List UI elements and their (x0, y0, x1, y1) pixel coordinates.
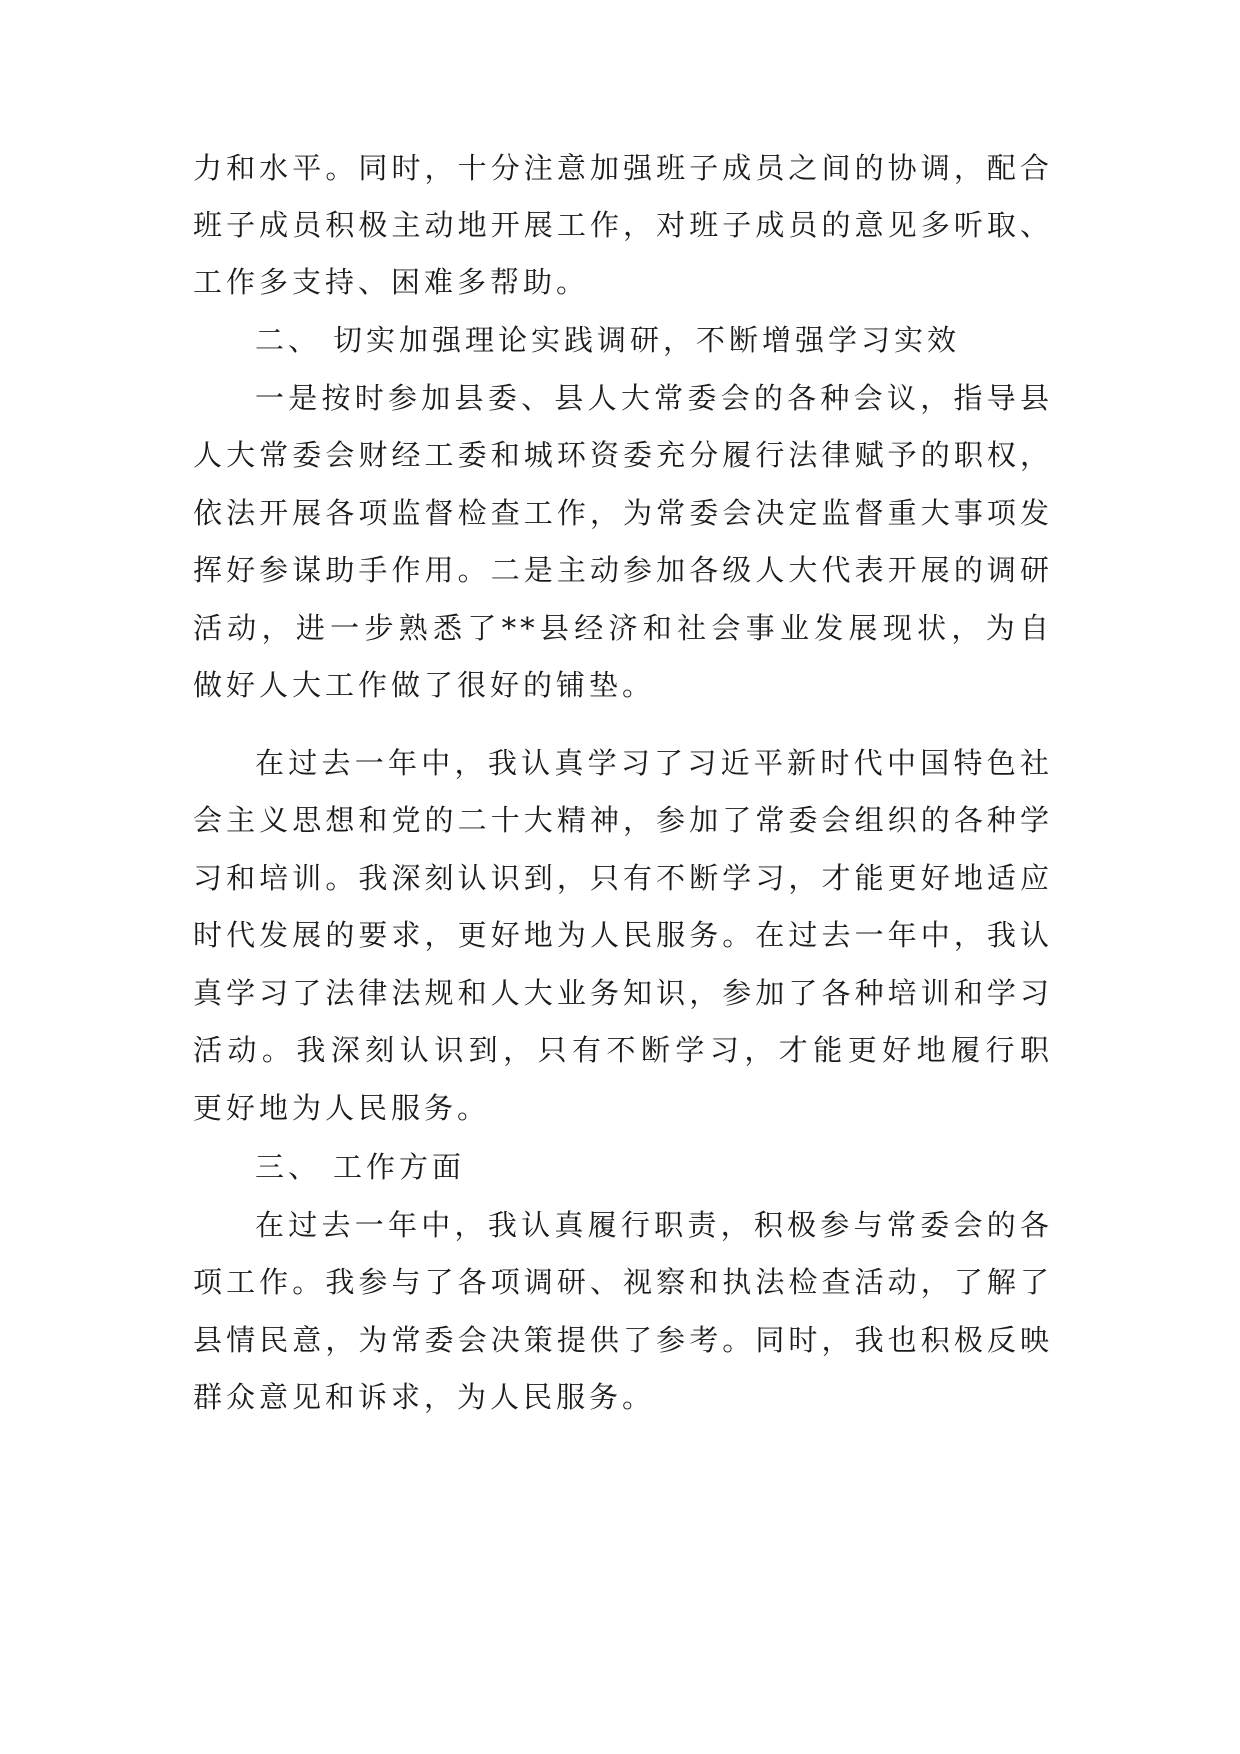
paragraph-line: 更好地为人民服务。 (193, 1091, 491, 1125)
paragraph-line: 真学习了法律法规和人大业务知识，参加了各种培训和学习 (193, 976, 1053, 1010)
heading-number: 三、 (255, 1150, 322, 1184)
paragraph-line: 习和培训。我深刻认识到，只有不断学习，才能更好地适应 (193, 861, 1053, 895)
paragraph-line: 人大常委会财经工委和城环资委充分履行法律赋予的职权， (193, 438, 1053, 472)
paragraph-line: 活动，进一步熟悉了**县经济和社会事业发展现状，为自 (193, 611, 1053, 645)
paragraph-line: 会主义思想和党的二十大精神，参加了常委会组织的各种学 (193, 803, 1053, 837)
paragraph-line: 力和水平。同时，十分注意加强班子成员之间的协调，配合 (193, 151, 1053, 185)
heading-number: 二、 (255, 323, 322, 357)
paragraph-line: 工作多支持、困难多帮助。 (193, 265, 590, 299)
paragraph-line: 一是按时参加县委、县人大常委会的各种会议，指导县 (255, 381, 1053, 415)
paragraph-line: 时代发展的要求，更好地为人民服务。在过去一年中，我认 (193, 918, 1053, 952)
paragraph-line: 挥好参谋助手作用。二是主动参加各级人大代表开展的调研 (193, 553, 1053, 587)
paragraph-line: 县情民意，为常委会决策提供了参考。同时，我也积极反映 (193, 1323, 1053, 1357)
heading-text: 切实加强理论实践调研，不断增强学习实效 (333, 323, 961, 357)
paragraph-line: 项工作。我参与了各项调研、视察和执法检查活动，了解了 (193, 1265, 1053, 1299)
paragraph-line: 做好人大工作做了很好的铺垫。 (193, 668, 656, 702)
heading-text: 工作方面 (333, 1150, 466, 1184)
section-heading-3 (255, 1147, 1053, 1187)
paragraph-line: 活动。我深刻认识到，只有不断学习，才能更好地履行职 (193, 1033, 1053, 1067)
paragraph-line: 群众意见和诉求，为人民服务。 (193, 1380, 656, 1414)
paragraph-line: 依法开展各项监督检查工作，为常委会决定监督重大事项发 (193, 496, 1053, 530)
paragraph-line: 班子成员积极主动地开展工作，对班子成员的意见多听取、 (193, 208, 1053, 242)
paragraph-line: 在过去一年中，我认真履行职责，积极参与常委会的各 (255, 1208, 1053, 1242)
paragraph-line: 在过去一年中，我认真学习了习近平新时代中国特色社 (255, 746, 1053, 780)
section-heading-2 (255, 320, 1053, 360)
